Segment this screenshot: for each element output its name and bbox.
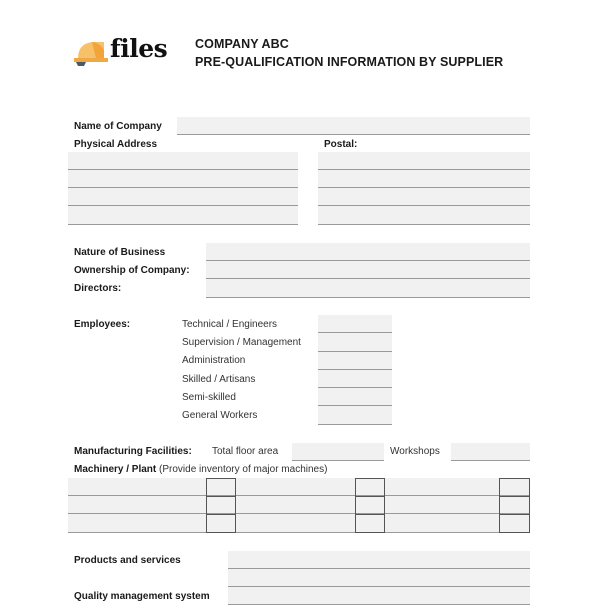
employee-count-field[interactable] [318,333,392,352]
employee-category-label: General Workers [182,410,258,421]
products-services-field-1[interactable] [228,551,530,569]
machinery-qty-box[interactable] [355,478,385,497]
employee-category-label: Skilled / Artisans [182,374,256,385]
physical-address-line-3[interactable] [68,188,298,206]
machinery-qty-box[interactable] [206,514,236,533]
company-name: COMPANY ABC [195,37,289,51]
company-name-field[interactable] [177,117,530,135]
quality-management-label: Quality management system [74,591,210,602]
employees-label: Employees: [74,319,131,330]
employee-count-field[interactable] [318,315,392,333]
nature-of-business-label: Nature of Business [74,247,166,258]
machinery-qty-box[interactable] [355,514,385,533]
employee-count-field[interactable] [318,370,392,388]
postal-address-line-2[interactable] [318,170,530,188]
physical-address-line-1[interactable] [68,152,298,170]
employee-count-field[interactable] [318,406,392,425]
machinery-qty-box[interactable] [206,496,236,515]
postal-address-line-3[interactable] [318,188,530,206]
machinery-row[interactable] [68,496,530,514]
machinery-row[interactable] [68,514,530,533]
hard-hat-icon [74,38,112,68]
employee-category-label: Supervision / Management [182,337,301,348]
employee-category-label: Administration [182,355,246,366]
physical-address-line-2[interactable] [68,170,298,188]
directors-label: Directors: [74,283,122,294]
ownership-field[interactable] [206,261,530,279]
employee-category-label: Semi-skilled [182,392,236,403]
machinery-qty-box[interactable] [499,478,530,497]
employee-count-field[interactable] [318,352,392,370]
workshops-label: Workshops [390,446,440,457]
machinery-row[interactable] [68,478,530,496]
machinery-qty-box[interactable] [499,496,530,515]
machinery-qty-box[interactable] [499,514,530,533]
workshops-field[interactable] [451,443,530,461]
employee-count-field[interactable] [318,388,392,406]
floor-area-field[interactable] [292,443,384,461]
postal-address-line-4[interactable] [318,206,530,225]
floor-area-label: Total floor area [212,446,279,457]
nature-of-business-field[interactable] [206,243,530,261]
machinery-note: (Provide inventory of major machines) [159,464,328,475]
machinery-label: Machinery / Plant [74,464,157,475]
postal-label: Postal: [324,139,358,150]
employee-category-label: Technical / Engineers [182,319,278,330]
name-of-company-label: Name of Company [74,121,162,132]
machinery-heading [74,464,327,475]
machinery-qty-box[interactable] [206,478,236,497]
physical-address-label: Physical Address [74,139,158,150]
machinery-qty-box[interactable] [355,496,385,515]
manufacturing-facilities-label: Manufacturing Facilities: [74,446,192,457]
directors-field[interactable] [206,279,530,298]
form-title: PRE-QUALIFICATION INFORMATION BY SUPPLIER [195,55,504,69]
quality-management-field[interactable] [228,587,530,605]
ownership-label: Ownership of Company: [74,265,190,276]
logo-text: files [110,34,168,63]
products-services-label: Products and services [74,555,181,566]
postal-address-line-1[interactable] [318,152,530,170]
logo [72,36,182,68]
physical-address-line-4[interactable] [68,206,298,225]
products-services-field-2[interactable] [228,569,530,587]
